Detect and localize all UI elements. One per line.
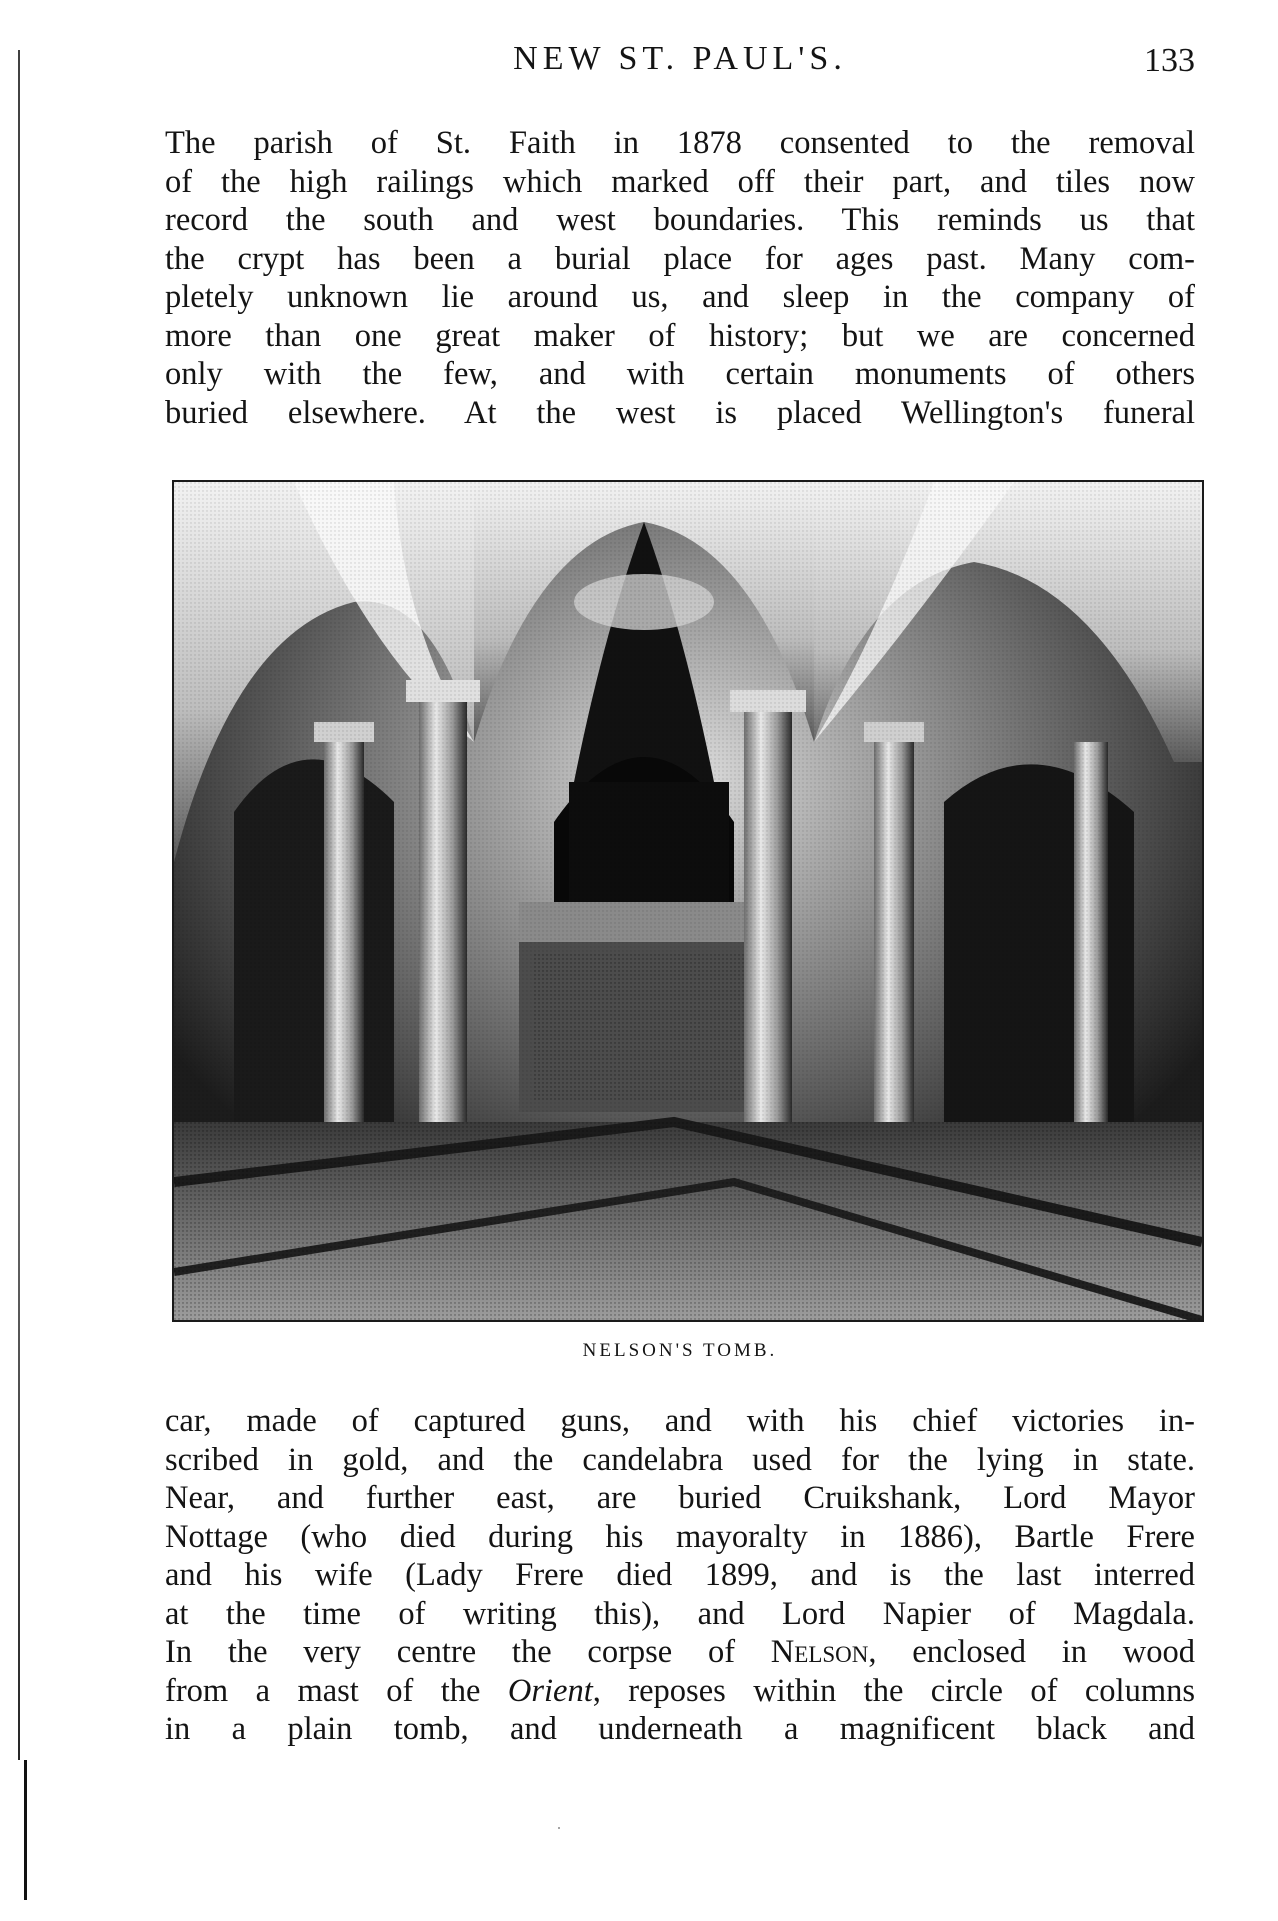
text-line: The parish of St. Faith in 1878 consented to the removal <box>165 125 1195 161</box>
text-fragment: from a mast of the <box>165 1672 508 1709</box>
text-line: more than one great maker of history; but we are concerned <box>165 317 1195 354</box>
text-line: scribed in gold, and the candelabra used for the lying in state. <box>165 1441 1195 1478</box>
text-line: and his wife (Lady Frere died 1899, and is the last interred <box>165 1557 1195 1593</box>
upper-paragraph <box>165 124 1195 432</box>
ship-name: Orient <box>507 1672 593 1709</box>
text-line: the crypt has been a burial place for ages past. Many com- <box>165 240 1195 277</box>
text-fragment: In the very centre the corpse of <box>165 1634 771 1670</box>
text-line: pletely unknown lie around us, and sleep in the company of <box>165 279 1195 315</box>
scan-page-edge-lower <box>24 1760 27 1900</box>
text-fragment: , reposes within the circle of columns <box>592 1672 1195 1709</box>
text-line: record the south and west boundaries. This reminds us that <box>165 202 1195 238</box>
text-line: buried elsewhere. At the west is placed Wellington's funeral <box>165 394 1195 431</box>
text-line: Nottage (who died during his mayoralty in 1886), Bartle Frere <box>165 1518 1195 1555</box>
running-head <box>165 40 1195 90</box>
running-title: NEW ST. PAUL'S. <box>513 40 847 77</box>
page-number: 133 <box>1144 42 1195 79</box>
scan-speck <box>558 1827 560 1829</box>
text-fragment: , enclosed in wood <box>868 1634 1195 1670</box>
text-line: Near, and further east, are buried Cruikshank, Lord Mayor <box>165 1480 1195 1516</box>
text-line <box>165 1672 1195 1711</box>
crypt-photograph <box>172 480 1204 1322</box>
crypt-photograph-illustration <box>174 482 1202 1320</box>
text-line: at the time of writing this), and Lord Napier of Magdala. <box>165 1595 1195 1632</box>
scan-page-edge <box>18 50 20 1760</box>
text-line: of the high railings which marked off their part, and tiles now <box>165 163 1195 200</box>
text-line: in a plain tomb, and underneath a magnificent black and <box>165 1711 1195 1747</box>
figure-caption: NELSON'S TOMB. <box>582 1340 778 1361</box>
nelson-name: Nelson <box>770 1634 869 1670</box>
text-line <box>165 1633 1195 1672</box>
text-line: car, made of captured guns, and with his chief victories in- <box>165 1403 1195 1439</box>
lower-paragraph <box>165 1402 1195 1749</box>
text-line: only with the few, and with certain monuments of others <box>165 356 1195 392</box>
